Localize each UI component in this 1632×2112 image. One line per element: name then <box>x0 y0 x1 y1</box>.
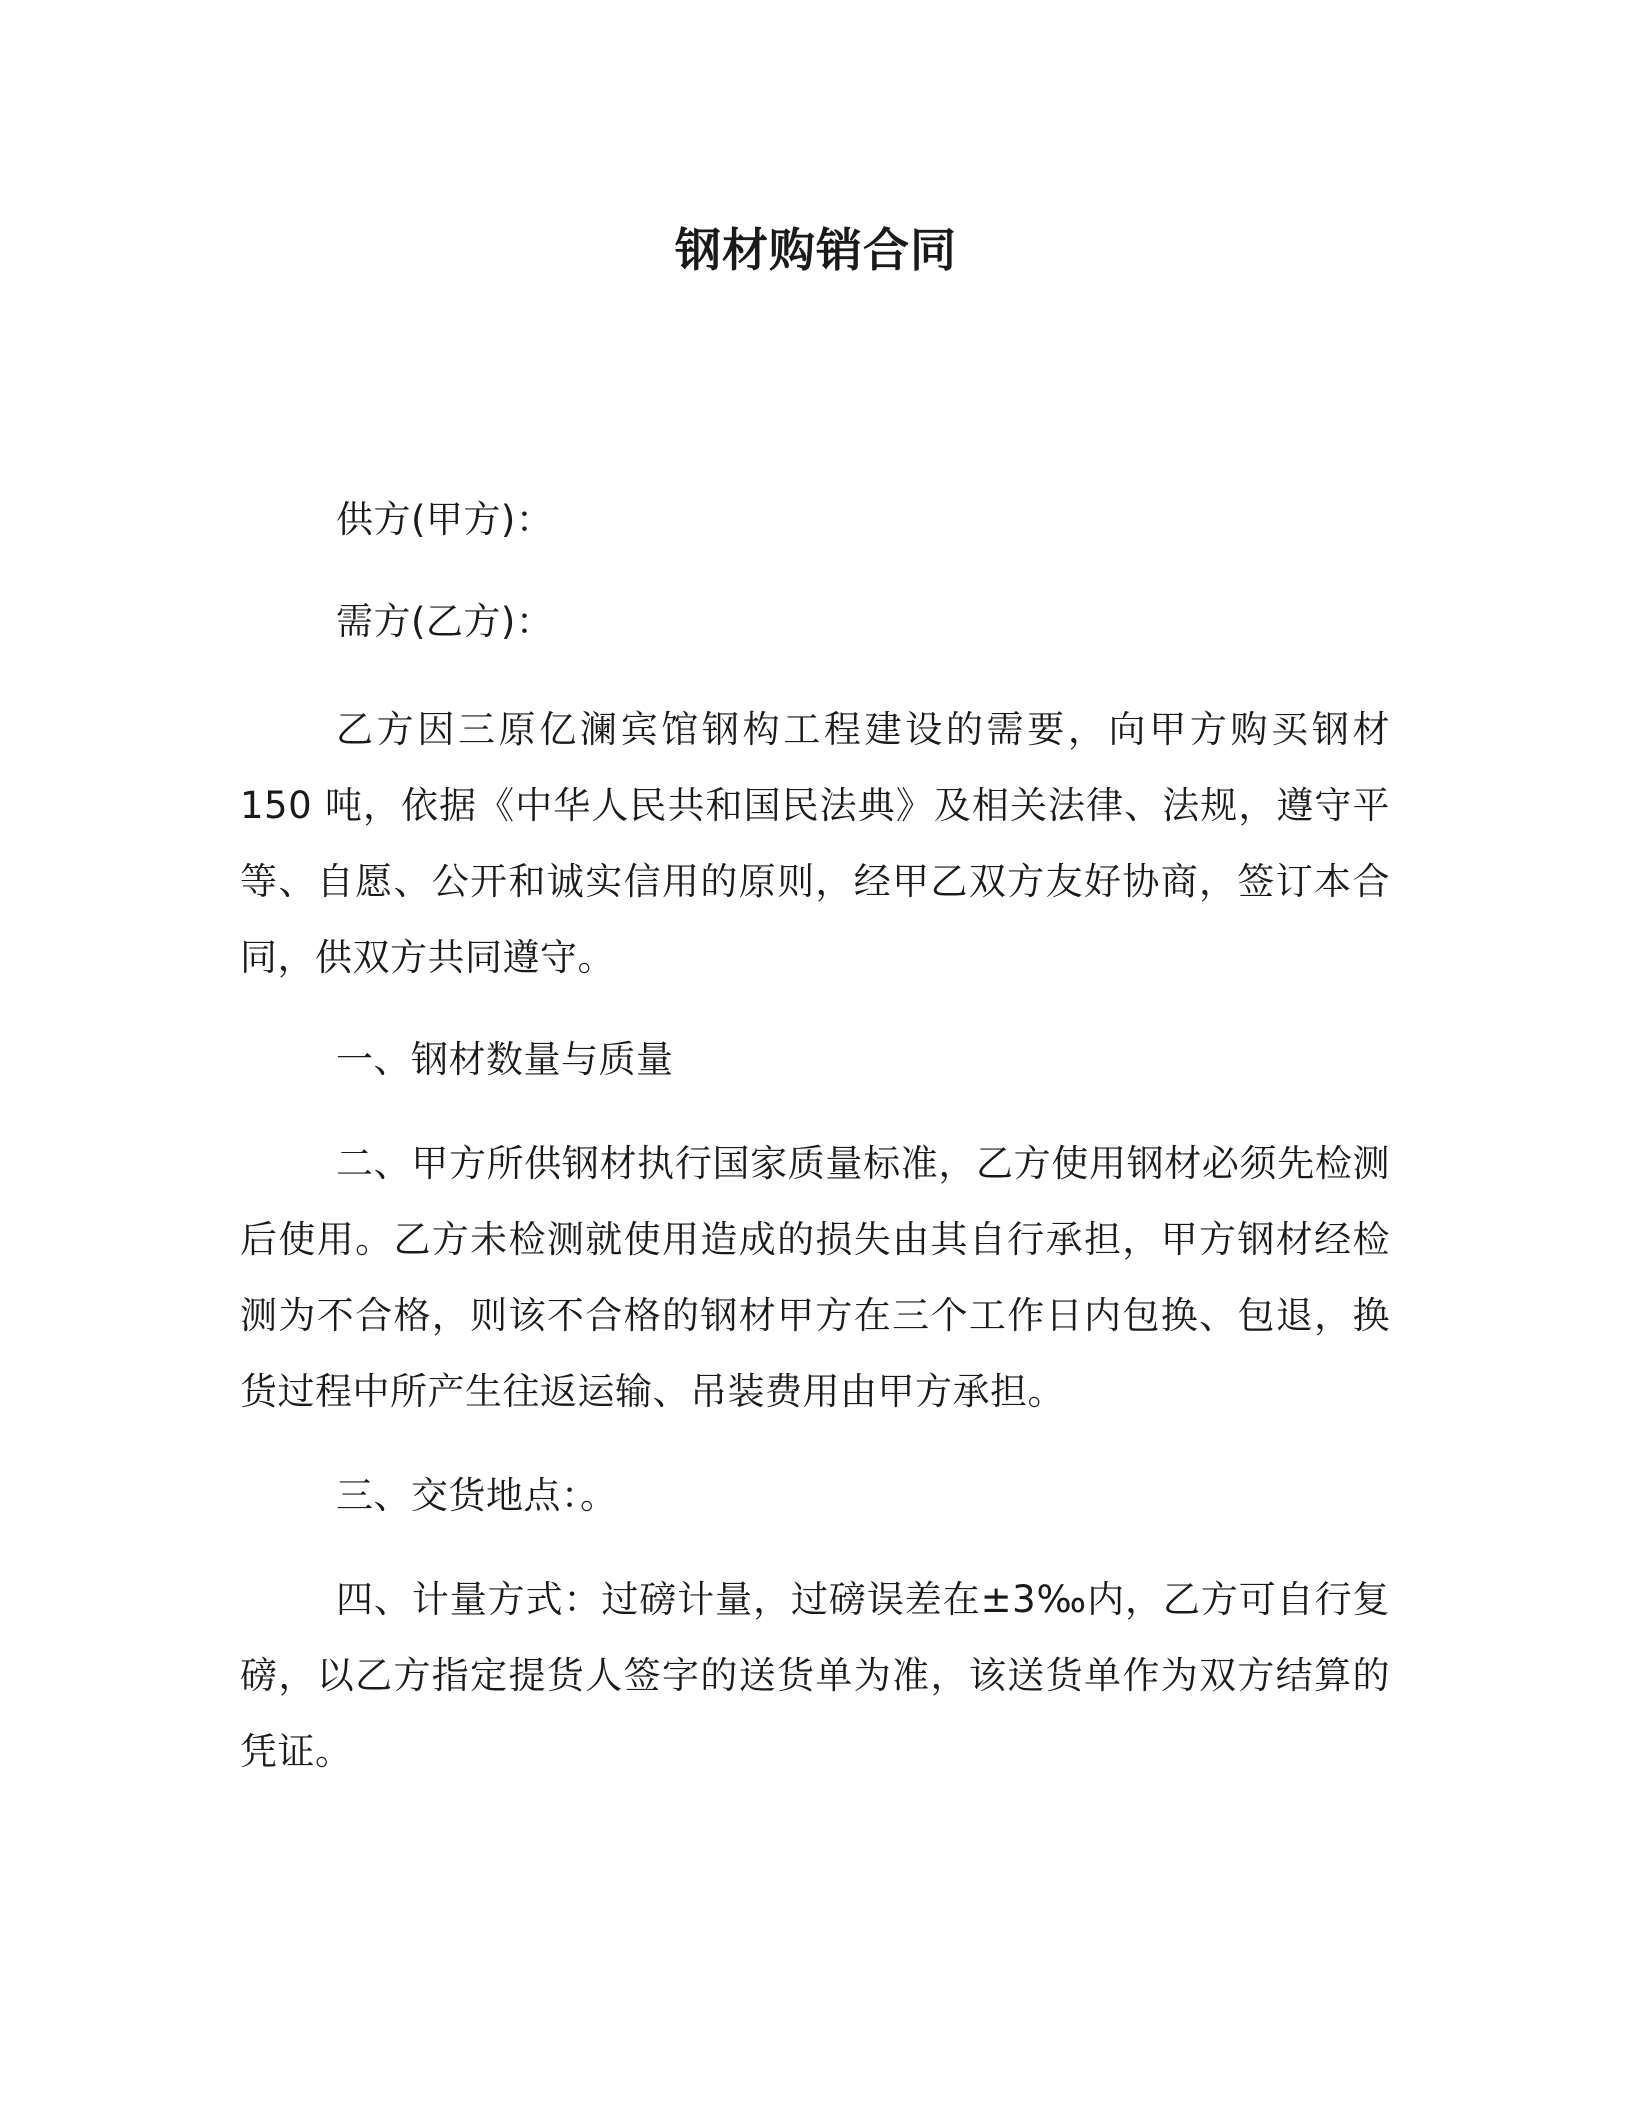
section-2-block <box>240 1126 1390 1430</box>
buyer-label: 需方(乙方)： <box>336 600 554 643</box>
intro-paragraph: 乙方因三原亿澜宾馆钢构工程建设的需要，向甲方购买钢材 150 吨，依据《中华人民共和国民法典》及相关法律、法规，遵守平等、自愿、公开和诚实信用的原则，经甲乙双方友好协商，签订本合同，供双方共同遵守。 <box>240 708 1390 979</box>
intro-block <box>240 692 1390 996</box>
section-4-block <box>240 1562 1390 1790</box>
section-2-paragraph: 二、甲方所供钢材执行国家质量标准，乙方使用钢材必须先检测后使用。乙方未检测就使用造成的损失由其自行承担，甲方钢材经检测为不合格，则该不合格的钢材甲方在三个工作日内包换、包退，换货过程中所产生往返运输、吊装费用由甲方承担。 <box>240 1142 1390 1413</box>
document-title: 钢材购销合同 <box>675 223 957 277</box>
section-1-heading: 一、钢材数量与质量 <box>336 1038 674 1081</box>
section-4-paragraph: 四、计量方式：过磅计量，过磅误差在±3‰内，乙方可自行复磅，以乙方指定提货人签字的送货单为准，该送货单作为双方结算的凭证。 <box>240 1578 1390 1773</box>
section-3-heading: 三、交货地点：。 <box>336 1474 618 1517</box>
supplier-label: 供方(甲方)： <box>336 498 554 541</box>
